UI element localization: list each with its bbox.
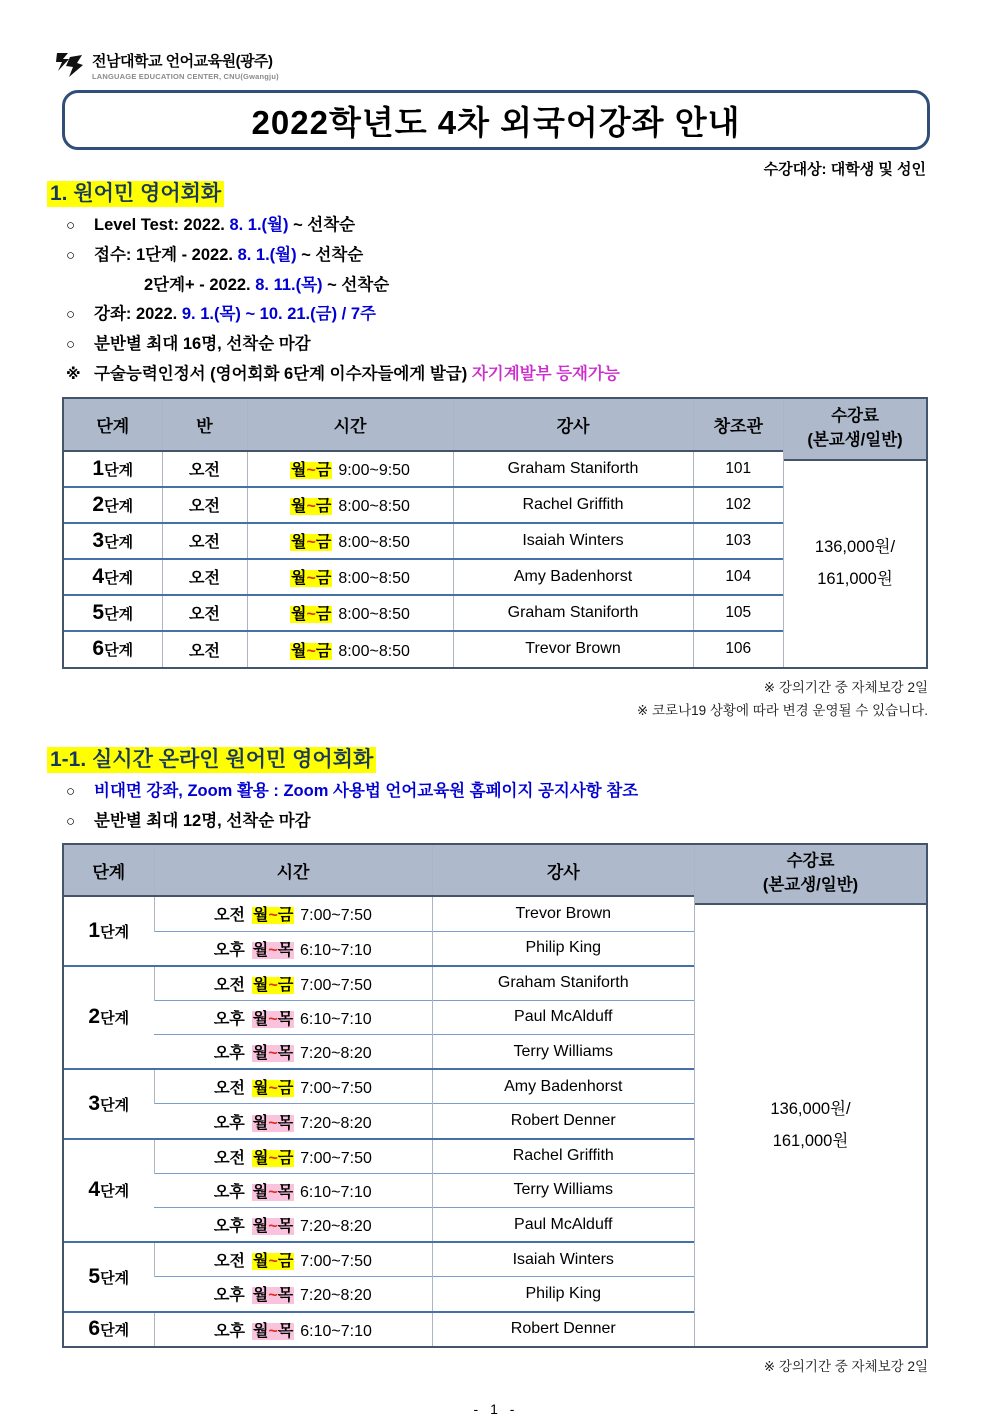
table-row: 3단계 오전 월~금 8:00~8:50 Isaiah Winters 103 [64,523,783,559]
col-header-level: 단계 [64,845,154,896]
offline-course-table [62,397,928,669]
fee-column [694,845,926,1346]
section-native-english [0,179,992,385]
highlighted-days: 월~금 [253,907,294,925]
audience-note: 수강대상: 대학생 및 성인 [763,161,926,178]
page-header [0,0,992,81]
note-makeup-days: ※ 강의기간 중 자체보강 2일 [763,1359,928,1375]
highlighted-days: 월~금 [291,606,332,624]
table-row: 오후 월~목 6:10~7:10 Paul McAlduff [64,1000,694,1035]
col-header-fee: 수강료 (본교생/일반) [784,399,926,461]
list-item: ○ Level Test: 2022. 8. 1.(월) ~ 선착순 [66,216,356,235]
table-row: 오후 월~목 7:20~8:20 Terry Williams [64,1035,694,1070]
title-box [62,90,930,150]
table-row: 2단계 오전 월~금 7:00~7:50 Graham Staniforth [64,966,694,1001]
fee-column [783,399,926,667]
highlighted-days: 월~목 [252,1218,294,1236]
section2-bullet-list [66,781,992,832]
online-course-table-main [64,845,694,1346]
highlighted-days: 월~목 [252,941,294,959]
table-row: 오후 월~목 6:10~7:10 Philip King [64,931,694,966]
circle-bullet-icon: ○ [66,306,76,324]
logo-org-name: 전남대학교 언어교육원(광주) [92,53,273,70]
table-row: 오후 월~목 7:20~8:20 Philip King [64,1277,694,1312]
table2-notes [0,1355,928,1379]
table-row: 1단계 오전 월~금 7:00~7:50 Trevor Brown [64,896,694,931]
list-item: ○ 분반별 최대 16명, 선착순 마감 [66,335,311,354]
highlighted-days: 월~목 [252,1183,294,1201]
list-item: ○ 강좌: 2022. 9. 1.(목) ~ 10. 21.(금) / 7주 [66,305,376,324]
table-row: 오후 월~목 7:20~8:20 Paul McAlduff [64,1208,694,1243]
table-row: 1단계 오전 월~금 9:00~9:50 Graham Staniforth 101 [64,451,783,487]
highlighted-days: 월~목 [252,1010,294,1028]
highlighted-days: 월~금 [253,1149,294,1167]
online-course-table [62,843,928,1348]
table1-notes [0,676,928,723]
highlighted-days: 월~금 [291,534,332,552]
highlighted-days: 월~목 [252,1045,294,1063]
table-row: 오후 월~목 7:20~8:20 Robert Denner [64,1104,694,1139]
col-header-level: 단계 [64,399,162,451]
note-covid: ※ 코로나19 상황에 따라 변경 운영될 수 있습니다. [636,703,928,719]
circle-bullet-icon: ○ [66,336,76,354]
cnu-logo-icon [55,51,85,79]
logo [55,50,930,81]
table-header-row [64,845,694,896]
offline-course-table-main [64,399,783,667]
highlighted-days: 월~금 [291,498,332,516]
list-item: 2단계+ - 2022. 8. 11.(목) ~ 선착순 [144,275,390,294]
highlighted-days: 월~금 [253,1080,294,1098]
circle-bullet-icon: ○ [66,812,76,830]
fee-value: 136,000원/ 161,000원 [814,538,896,588]
list-item: ○ 분반별 최대 12명, 선착순 마감 [66,811,311,830]
logo-text [92,50,279,81]
table-row: 5단계 오전 월~금 8:00~8:50 Graham Staniforth 105 [64,595,783,631]
list-item: ○ 접수: 1단계 - 2022. 8. 1.(월) ~ 선착순 [66,245,364,264]
circle-bullet-icon: ○ [66,217,76,235]
highlighted-days: 월~금 [291,462,332,480]
table-row: 3단계 오전 월~금 7:00~7:50 Amy Badenhorst [64,1069,694,1104]
col-header-class: 반 [162,399,247,451]
highlighted-days: 월~금 [291,570,332,588]
section1-bullet-list [66,215,992,384]
col-header-time: 시간 [247,399,453,451]
table-row: 오후 월~목 6:10~7:10 Terry Williams [64,1173,694,1208]
highlighted-days: 월~목 [253,1322,294,1340]
note-makeup-days: ※ 강의기간 중 자체보강 2일 [763,679,928,695]
reference-mark-icon: ※ [66,365,81,383]
table-row: 5단계 오전 월~금 7:00~7:50 Isaiah Winters [64,1242,694,1277]
section2-heading: 1-1. 실시간 온라인 원어민 영어회화 [47,747,376,773]
highlighted-days: 월~목 [252,1114,294,1132]
list-item: ○ 비대면 강좌, Zoom 활용 : Zoom 사용법 언어교육원 홈페이지 공지사항 참조 [66,781,639,800]
col-header-instructor: 강사 [453,399,693,451]
list-item: ※ 구술능력인정서 (영어회화 6단계 이수자들에게 발급) 자기계발부 등재가능 [66,364,620,383]
fee-value: 136,000원/ 161,000원 [770,1100,851,1150]
table-row: 4단계 오전 월~금 8:00~8:50 Amy Badenhorst 104 [64,559,783,595]
col-header-room: 창조관 [693,399,783,451]
col-header-fee: 수강료 (본교생/일반) [695,845,926,905]
highlighted-days: 월~금 [253,1253,294,1271]
col-header-time: 시간 [154,845,432,896]
col-header-instructor: 강사 [432,845,694,896]
table-row: 6단계 오후 월~목 6:10~7:10 Robert Denner [64,1312,694,1347]
highlighted-days: 월~금 [291,642,332,660]
logo-org-name-en: LANGUAGE EDUCATION CENTER, CNU(Gwangju) [92,72,279,81]
section-online-english [0,747,992,832]
page-number: - 1 - [473,1400,519,1417]
highlighted-days: 월~목 [252,1287,294,1305]
circle-bullet-icon: ○ [66,782,76,800]
highlighted-days: 월~금 [253,976,294,994]
page-title: 2022학년도 4차 외국어강좌 안내 [251,103,741,141]
table-header-row [64,399,783,451]
circle-bullet-icon: ○ [66,246,76,264]
table-row: 6단계 오전 월~금 8:00~8:50 Trevor Brown 106 [64,631,783,667]
section1-heading: 1. 원어민 영어회화 [47,181,224,207]
table-row: 2단계 오전 월~금 8:00~8:50 Rachel Griffith 102 [64,487,783,523]
table-row: 4단계 오전 월~금 7:00~7:50 Rachel Griffith [64,1139,694,1174]
